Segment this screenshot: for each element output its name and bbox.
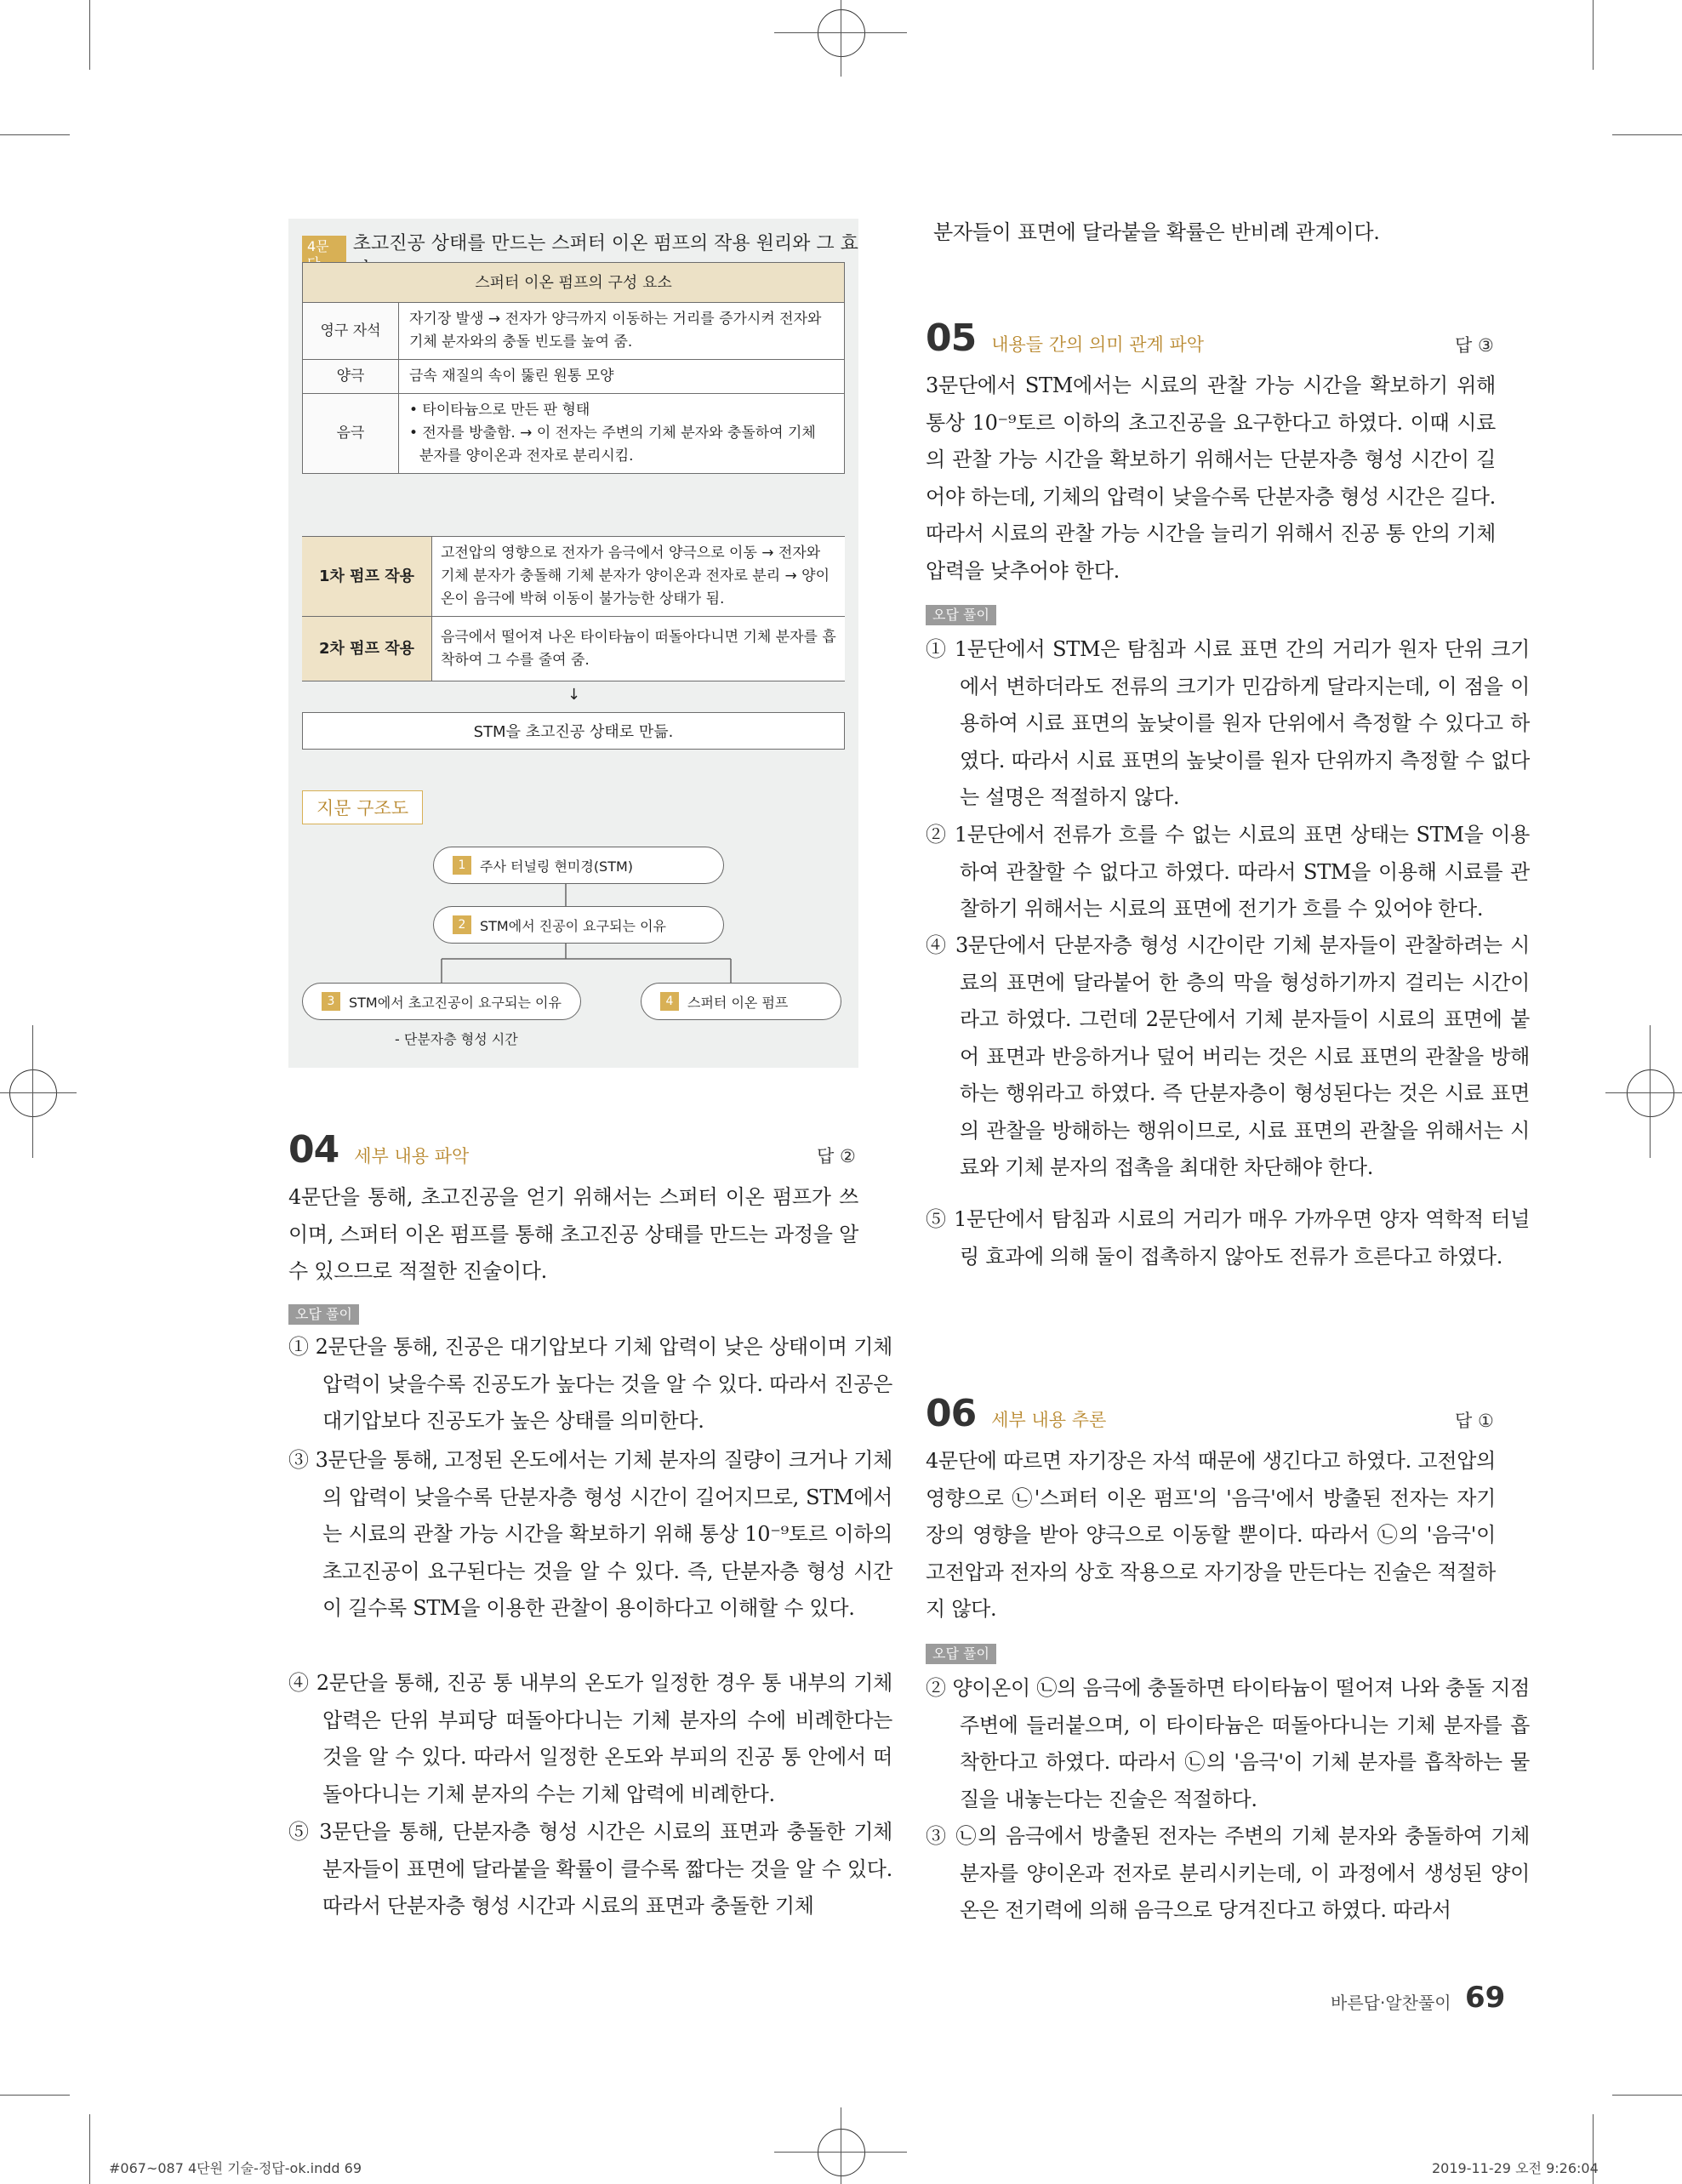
explanation-item: ① 2문단을 통해, 진공은 대기압보다 기체 압력이 낮은 상태이며 기체 압력이 낮을수록 진공도가 높다는 것을 알 수 있다. 따라서 진공은 대기압보다 진공도가 높은 상태를 의미한다. [288,1335,892,1433]
explanation-item: ③ ㉡의 음극에서 방출된 전자는 주변의 기체 분자와 충돌하여 기체 분자를 양이온과 전자로 분리시키는데, 이 과정에서 생성된 양이온은 전기력에 의해 음극으로 당겨진다고 하였다. 따라서 [926,1824,1530,1922]
registration-mark [0,1092,77,1093]
crop-mark [1593,0,1594,70]
question-05-header [926,316,1204,360]
footer-file: #067~087 4단원 기술-정답-ok.indd 69 [109,2160,362,2176]
row-value: 금속 재질의 속이 뚫린 원통 모양 [399,360,845,394]
explanation-item: ④ 3문단에서 단분자층 형성 시간이란 기체 분자들이 관찰하려는 시료의 표면에 달라붙어 한 층의 막을 형성하기까지 걸리는 시간이라고 하였다. 그런데 2문단에서 기체 분자들이 시료의 표면에 붙어 표면과 반응하거나 덮어 버리는 것은 시료 표면의 관찰을 방해하는 행위라고 하였다. 즉 단분자층이 형성된다는 것은 시료 표면의 관찰을 방해하는 행위이므로, 시료 표면의 관찰을 위해서는 시료와 기체 분자의 접촉을 최대한 차단해야 한다. [926,933,1530,1179]
registration-mark [1627,1069,1674,1117]
question-title: 세부 내용 파악 [354,1146,470,1166]
row-key: 양극 [303,360,399,394]
registration-mark [1605,1092,1682,1093]
question-06-answer: 답 ① [1455,1411,1494,1431]
registration-mark [818,9,865,57]
structure-node-4 [641,983,841,1020]
node-number: 3 [322,992,340,1011]
row-key: 영구 자석 [303,303,399,360]
question-number: 05 [926,316,977,360]
explanation-item: ② 1문단에서 전류가 흐를 수 없는 시료의 표면 상태는 STM을 이용하여 관찰할 수 없다고 하였다. 따라서 STM을 이용해 시료를 관찰하기 위해서는 시료의 표면에 전기가 흐를 수 있어야 한다. [926,823,1530,921]
pump-key: 1차 펌프 작용 [302,537,432,617]
node-text: 주사 터널링 현미경(STM) [480,858,634,875]
crop-mark [1612,2095,1682,2096]
odap-label: 오답 풀이 [288,1304,359,1325]
structure-node-1 [433,847,724,884]
question-number: 06 [926,1392,977,1435]
pump-value: 고전압의 영향으로 전자가 음극에서 양극으로 이동 → 전자와 기체 분자가 충돌해 기체 분자가 양이온과 전자로 분리 → 양이온이 음극에 박혀 이동이 불가능한 상태가 됨. [432,537,846,617]
structure-node-2 [433,906,724,944]
node-text: STM에서 초고진공이 요구되는 이유 [349,994,562,1011]
registration-mark [32,1025,33,1158]
question-title: 세부 내용 추론 [991,1410,1107,1430]
result-box: STM을 초고진공 상태로 만듦. [302,712,845,750]
paragraph-tag: 4문 [302,236,346,275]
question-05-body: 3문단에서 STM에서는 시료의 관찰 가능 시간을 확보하기 위해 통상 10⁻⁹토르 이하의 초고진공을 요구한다고 하였다. 이때 시료의 관찰 가능 시간을 확보하기 위해서는 단분자층 형성 시간이 길어야 하는데, 기체의 압력이 낮을수록 단분자층 형성 시간은 길다. 따라서 시료의 관찰 가능 시간을 늘리기 위해서 진공 통 안의 기체 압력을 낮추어야 한다. [926,374,1496,583]
table-header: 스퍼터 이온 펌프의 구성 요소 [303,263,845,303]
crop-mark [1612,134,1682,135]
page-number: 69 [1465,1981,1506,2015]
question-number: 04 [288,1128,339,1172]
crop-mark [89,2114,90,2184]
crop-mark [0,2095,70,2096]
structure-label: 지문 구조도 [302,790,423,824]
question-06-body: 4문단에 따르면 자기장은 자석 때문에 생긴다고 하였다. 고전압의 영향으로 ㉡'스퍼터 이온 펌프'의 '음극'에서 방출된 전자는 자기장의 영향을 받아 양극으로 이동할 뿐이다. 따라서 ㉡의 '음극'이 고전압과 전자의 상호 작용으로 자기장을 만든다는 진술은 적절하지 않다. [926,1449,1496,1621]
explanation-item: ⑤ 3문단을 통해, 단분자층 형성 시간은 시료의 표면과 충돌한 기체 분자들이 표면에 달라붙을 확률이 클수록 짧다는 것을 알 수 있다. 따라서 단분자층 형성 시간과 시료의 표면과 충돌한 기체 [288,1820,892,1918]
node-number: 4 [660,992,679,1011]
crop-mark [0,134,70,135]
paragraph-summary-box [288,219,858,1068]
pump-value: 음극에서 떨어져 나온 타이타늄이 떠돌아다니면 기체 분자를 흡착하여 그 수를 줄여 줌. [432,617,846,681]
explanation-item: ① 1문단에서 STM은 탐침과 시료 표면 간의 거리가 원자 단위 크기에서 변하더라도 전류의 크기가 민감하게 달라지는데, 이 점을 이용하여 시료 표면의 높낮이를 원자 단위에서 측정할 수 있다고 하였다. 따라서 시료 표면의 높낮이를 원자 단위까지 측정할 수 없다는 설명은 적절하지 않다. [926,637,1530,809]
row-value-line: • 전자를 방출함. → 이 전자는 주변의 기체 분자와 충돌하여 기체 분자를 양이온과 전자로 분리시킴. [409,425,816,465]
odap-label: 오답 풀이 [926,1644,996,1664]
question-04-body: 4문단을 통해, 초고진공을 얻기 위해서는 스퍼터 이온 펌프가 쓰이며, 스퍼터 이온 펌프를 통해 초고진공 상태를 만드는 과정을 알 수 있으므로 적절한 진술이다. [288,1185,858,1283]
registration-mark [818,2129,865,2176]
structure-node-3-sub: - 단분자층 형성 시간 [395,1031,518,1047]
structure-node-3 [302,983,581,1020]
pump-key: 2차 펌프 작용 [302,617,432,681]
node-number: 1 [453,856,471,875]
question-04-answer: 답 ② [817,1146,856,1166]
registration-mark [9,1069,57,1117]
question-title: 내용들 간의 의미 관계 파악 [991,334,1205,355]
node-number: 2 [453,915,471,934]
continued-line: 분자들이 표면에 달라붙을 확률은 반비례 관계이다. [933,220,1380,244]
question-06-header [926,1392,1106,1435]
odap-label: 오답 풀이 [926,605,996,625]
down-arrow-icon: ↓ [567,686,581,704]
row-value: 자기장 발생 → 전자가 양극까지 이동하는 거리를 증가시켜 전자와 기체 분자와의 충돌 빈도를 높여 줌. [399,303,845,360]
question-04-header [288,1128,469,1172]
footer-date: 2019-11-29 오전 9:26:04 [1432,2160,1599,2176]
explanation-item: ③ 3문단을 통해, 고정된 온도에서는 기체 분자의 질량이 크거나 기체의 압력이 낮을수록 단분자층 형성 시간이 길어지므로, STM에서는 시료의 관찰 가능 시간을 확보하기 위해 통상 10⁻⁹토르 이하의 초고진공이 요구된다는 것을 알 수 있다. 즉, 단분자층 형성 시간이 길수록 STM을 이용한 관찰이 용이하다고 이해할 수 있다. [288,1448,892,1620]
explanation-item: ④ 2문단을 통해, 진공 통 내부의 온도가 일정한 경우 통 내부의 기체 압력은 단위 부피당 떠돌아다니는 기체 분자의 수에 비례한다는 것을 알 수 있다. 따라서 일정한 온도와 부피의 진공 통 안에서 떠돌아다니는 기체 분자의 수는 기체 압력에 비례한다. [288,1671,892,1806]
box-title-text: 초고진공 상태를 만드는 스퍼터 이온 펌프의 작용 원리와 그 효 [352,233,858,254]
node-text: 스퍼터 이온 펌프 [687,994,789,1011]
question-05-answer: 답 ③ [1455,335,1494,356]
row-value-line: • 타이타늄으로 만든 판 형태 [409,402,590,419]
explanation-item: ⑤ 1문단에서 탐침과 시료의 거리가 매우 가까우면 양자 역학적 터널링 효과에 의해 둘이 접촉하지 않아도 전류가 흐른다고 하였다. [926,1207,1530,1269]
row-key: 음극 [303,394,399,474]
registration-mark [1650,1025,1651,1158]
node-text: STM에서 진공이 요구되는 이유 [480,917,667,934]
crop-mark [89,0,90,70]
explanation-item: ② 양이온이 ㉡의 음극에 충돌하면 타이타늄이 떨어져 나와 충돌 지점 주변에 들러붙으며, 이 타이타늄은 떠돌아다니는 기체 분자를 흡착한다고 하였다. 따라서 ㉡의 '음극'이 기체 분자를 흡착하는 물질을 내놓는다는 진술은 적절하다. [926,1676,1530,1811]
page-label: 바른답·알찬풀이 [1331,1993,1451,2013]
